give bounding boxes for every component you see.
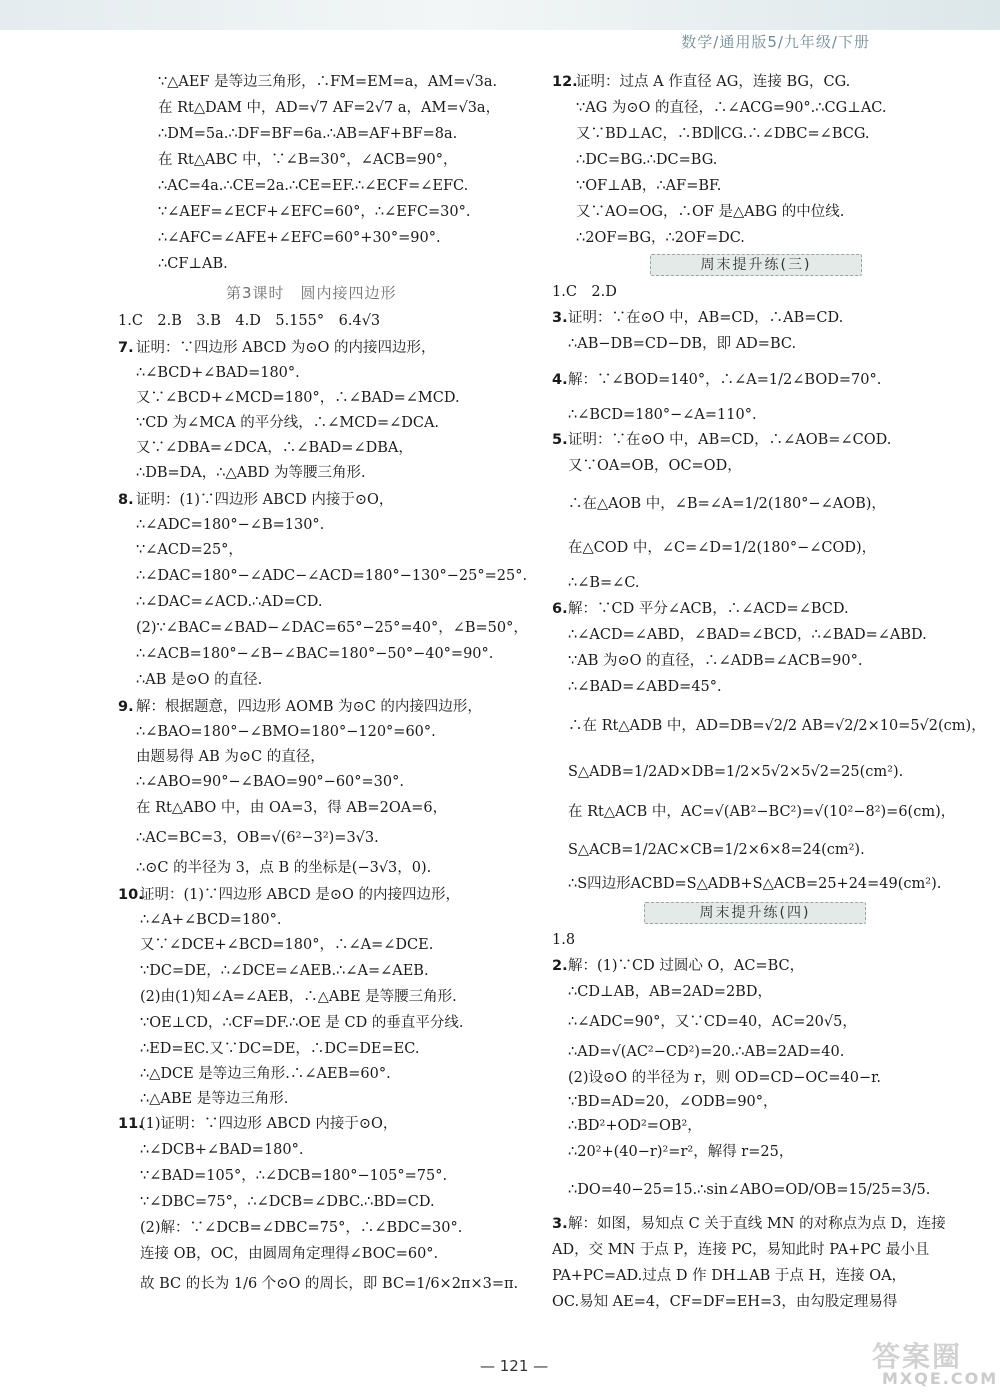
text-line: ∴∠DCB+∠BAD=180°.: [140, 1142, 304, 1158]
text-line: (1)证明：∵四边形 ABCD 内接于⊙O，: [140, 1116, 398, 1132]
text-line: 解：(1)∵CD 过圆心 O，AC=BC，: [568, 958, 805, 974]
problem-number: 3.: [552, 1216, 568, 1232]
text-line: ∴DB=DA，∴△ABD 为等腰三角形.: [136, 465, 366, 481]
problem-number: 7.: [118, 340, 134, 356]
text-line: ∴在△AOB 中，∠B=∠A=1/2(180°−∠AOB)，: [568, 496, 886, 512]
text-line: ∴∠DAC=180°−∠ADC−∠ACD=180°−130°−25°=25°.: [136, 568, 528, 584]
text-line: 由题易得 AB 为⊙C 的直径，: [136, 749, 325, 765]
text-line: ∴∠ABO=90°−∠BAO=90°−60°=30°.: [136, 774, 404, 790]
text-line: ∴∠AFC=∠AFE+∠EFC=60°+30°=90°.: [158, 230, 441, 246]
text-line: ∴BD²+OD²=OB²，: [568, 1118, 702, 1134]
text-line: ∴S四边形ACBD=S△ADB+S△ACB=25+24=49(cm²).: [568, 876, 942, 892]
text-line: ∵OF⊥AB，∴AF=BF.: [576, 178, 722, 194]
text-line: 在 Rt△ACB 中，AC=√(AB²−BC²)=√(10²−8²)=6(cm)，: [568, 804, 956, 820]
text-line: ∴DC=BG.∴DC=BG.: [576, 152, 718, 168]
text-line: 又∵∠DBA=∠DCA，∴∠BAD=∠DBA，: [136, 440, 413, 456]
problem-number: 5.: [552, 432, 568, 448]
text-line: ∵∠BAD=105°，∴∠DCB=180°−105°=75°.: [140, 1168, 448, 1184]
text-line: S△ADB=1/2AD×DB=1/2×5√2×5√2=25(cm²).: [568, 764, 904, 780]
text-line: ∴∠BAD=∠ABD=45°.: [568, 679, 722, 695]
text-line: ∴AB 是⊙O 的直径.: [136, 672, 263, 688]
text-line: (2)解：∵∠DCB=∠DBC=75°，∴∠BDC=30°.: [140, 1220, 463, 1236]
text-line: 在 Rt△DAM 中，AD=√7 AF=2√7 a，AM=√3a，: [158, 100, 501, 116]
text-line: ∴∠ADC=90°，又∵CD=40，AC=20√5，: [568, 1014, 857, 1030]
text-line: 证明：(1)∵四边形 ABCD 是⊙O 的内接四边形，: [140, 887, 461, 903]
weekend-practice-banner: 周末提升练(四): [644, 902, 866, 924]
text-line: ∴20²+(40−r)²=r²，解得 r=25，: [568, 1144, 794, 1160]
text-line: (2)由(1)知∠A=∠AEB，∴△ABE 是等腰三角形.: [140, 989, 457, 1005]
text-line: ∴∠A+∠BCD=180°.: [140, 912, 282, 928]
text-line: ∴∠B=∠C.: [568, 575, 640, 591]
text-line: AD，交 MN 于点 P，连接 PC，易知此时 PA+PC 最小且: [552, 1242, 930, 1258]
answer-line: 1.C 2.B 3.B 4.D 5.155° 6.4√3: [118, 313, 381, 329]
text-line: 又∵OA=OB，OC=OD，: [568, 458, 742, 474]
text-line: 在 Rt△ABC 中，∵∠B=30°，∠ACB=90°，: [158, 152, 458, 168]
text-line: ∵DC=DE，∴∠DCE=∠AEB.∴∠A=∠AEB.: [140, 963, 429, 979]
text-line: ∴∠ADC=180°−∠B=130°.: [136, 517, 325, 533]
problem-number: 8.: [118, 492, 134, 508]
text-line: ∵△AEF 是等边三角形，∴FM=EM=a，AM=√3a.: [158, 74, 498, 90]
text-line: ∴AB−DB=CD−DB，即 AD=BC.: [568, 336, 797, 352]
text-line: ∵OE⊥CD，∴CF=DF.∴OE 是 CD 的垂直平分线.: [140, 1015, 464, 1031]
watermark-url: MXQE.COM: [882, 1369, 999, 1388]
text-line: 解：∵∠BOD=140°，∴∠A=1/2∠BOD=70°.: [568, 372, 882, 388]
text-line: 又∵BD⊥AC，∴BD∥CG.∴∠DBC=∠BCG.: [576, 126, 870, 142]
text-line: ∵∠ACD=25°，: [136, 542, 243, 558]
running-header: 数学/通用版5/九年级/下册: [681, 33, 870, 51]
text-line: ∴CD⊥AB，AB=2AD=2BD，: [568, 984, 772, 1000]
problem-number: 6.: [552, 601, 568, 617]
text-line: ∴∠ACD=∠ABD，∠BAD=∠BCD，∴∠BAD=∠ABD.: [568, 627, 927, 643]
problem-number: 12.: [552, 74, 578, 90]
text-line: 证明：∵在⊙O 中，AB=CD，∴AB=CD.: [568, 310, 844, 326]
text-line: ∴∠BAO=180°−∠BMO=180°−120°=60°.: [136, 724, 436, 740]
text-line: 解：∵CD 平分∠ACB，∴∠ACD=∠BCD.: [568, 601, 849, 617]
text-line: 在△COD 中，∠C=∠D=1/2(180°−∠COD)，: [568, 540, 877, 556]
text-line: 连接 OB，OC，由圆周角定理得∠BOC=60°.: [140, 1246, 439, 1262]
problem-number: 10.: [118, 887, 144, 903]
answer-line: 1.8: [552, 932, 576, 948]
text-line: ∴△ABE 是等边三角形.: [140, 1091, 289, 1107]
text-line: ∵AB 为⊙O 的直径，∴∠ADB=∠ACB=90°.: [568, 653, 863, 669]
text-line: ∴DO=40−25=15.∴sin∠ABO=OD/OB=15/25=3/5.: [568, 1182, 931, 1198]
problem-number: 2.: [552, 958, 568, 974]
text-line: ∵∠AEF=∠ECF+∠EFC=60°，∴∠EFC=30°.: [158, 204, 471, 220]
text-line: 又∵AO=OG，∴OF 是△ABG 的中位线.: [576, 204, 845, 220]
text-line: (2)设⊙O 的半径为 r，则 OD=CD−OC=40−r.: [568, 1070, 882, 1086]
text-line: 证明：(1)∵四边形 ABCD 内接于⊙O，: [136, 492, 394, 508]
page-number: — 121 —: [480, 1357, 549, 1375]
text-line: ∵CD 为∠MCA 的平分线，∴∠MCD=∠DCA.: [136, 415, 440, 431]
text-line: ∴ED=EC.又∵DC=DE，∴DC=DE=EC.: [140, 1041, 420, 1057]
text-line: ∵∠DBC=75°，∴∠DCB=∠DBC.∴BD=CD.: [140, 1194, 435, 1210]
text-line: 又∵∠BCD+∠MCD=180°，∴∠BAD=∠MCD.: [136, 390, 460, 406]
text-line: ∴CF⊥AB.: [158, 256, 228, 272]
text-line: ∴在 Rt△ADB 中，AD=DB=√2/2 AB=√2/2×10=5√2(cm)，: [568, 718, 986, 734]
text-line: PA+PC=AD.过点 D 作 DH⊥AB 于点 H，连接 OA，: [552, 1268, 907, 1284]
text-line: ∵AG 为⊙O 的直径，∴∠ACG=90°.∴CG⊥AC.: [576, 100, 887, 116]
text-line: ∴∠ACB=180°−∠B−∠BAC=180°−50°−40°=90°.: [136, 646, 494, 662]
header-band: [0, 0, 1000, 30]
text-line: 解：根据题意，四边形 AOMB 为⊙C 的内接四边形，: [136, 699, 482, 715]
weekend-practice-banner: 周末提升练(三): [650, 254, 862, 276]
text-line: ∴⊙C 的半径为 3，点 B 的坐标是(−3√3，0).: [136, 860, 432, 876]
problem-number: 11.: [118, 1116, 144, 1132]
text-line: ∴∠DAC=∠ACD.∴AD=CD.: [136, 594, 323, 610]
text-line: 证明：∵四边形 ABCD 为⊙O 的内接四边形，: [136, 340, 436, 356]
text-line: ∴∠BCD+∠BAD=180°.: [136, 365, 300, 381]
text-line: 证明：∵在⊙O 中，AB=CD，∴∠AOB=∠COD.: [568, 432, 892, 448]
text-line: 在 Rt△ABO 中，由 OA=3，得 AB=2OA=6，: [136, 800, 448, 816]
text-line: ∴AD=√(AC²−CD²)=20.∴AB=2AD=40.: [568, 1044, 845, 1060]
text-line: S△ACB=1/2AC×CB=1/2×6×8=24(cm²).: [568, 842, 865, 858]
text-line: ∴AC=BC=3，OB=√(6²−3²)=3√3.: [136, 830, 379, 846]
section-title: 第3课时 圆内接四边形: [226, 284, 397, 302]
text-line: (2)∵∠BAC=∠BAD−∠DAC=65°−25°=40°，∠B=50°，: [136, 620, 528, 636]
text-line: 解：如图，易知点 C 关于直线 MN 的对称点为点 D，连接: [568, 1216, 946, 1232]
text-line: 故 BC 的长为 1/6 个⊙O 的周长，即 BC=1/6×2π×3=π.: [140, 1276, 519, 1292]
problem-number: 4.: [552, 372, 568, 388]
text-line: 证明：过点 A 作直径 AG，连接 BG，CG.: [576, 74, 851, 90]
problem-number: 3.: [552, 310, 568, 326]
problem-number: 9.: [118, 699, 134, 715]
text-line: ∵BD=AD=20，∠ODB=90°，: [568, 1094, 778, 1110]
text-line: ∴∠BCD=180°−∠A=110°.: [568, 407, 757, 423]
text-line: ∴DM=5a.∴DF=BF=6a.∴AB=AF+BF=8a.: [158, 126, 458, 142]
text-line: ∴AC=4a.∴CE=2a.∴CE=EF.∴∠ECF=∠EFC.: [158, 178, 469, 194]
answer-line: 1.C 2.D: [552, 284, 617, 300]
text-line: ∴2OF=BG，∴2OF=DC.: [576, 230, 745, 246]
text-line: ∴△DCE 是等边三角形.∴∠AEB=60°.: [140, 1066, 391, 1082]
text-line: 又∵∠DCE+∠BCD=180°，∴∠A=∠DCE.: [140, 937, 434, 953]
watermark-logo: [872, 1335, 999, 1391]
text-line: OC.易知 AE=4，CF=DF=EH=3，由勾股定理易得: [552, 1294, 898, 1310]
watermark-text: 答案圈: [872, 1340, 963, 1373]
